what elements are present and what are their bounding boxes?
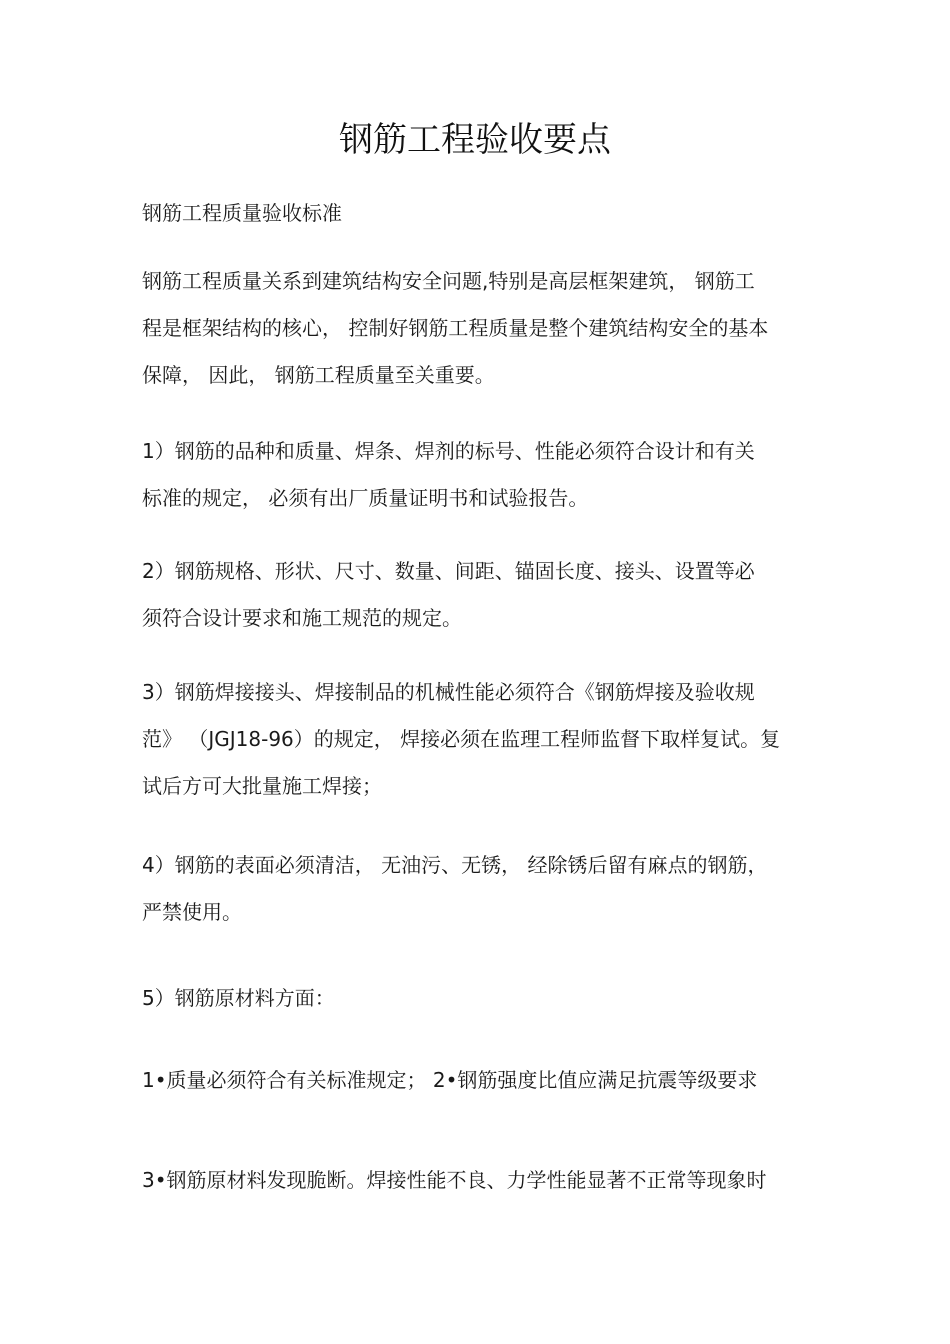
subtitle-text: 钢筋工程质量验收标准 [142,201,342,225]
item-line: 严禁使用。 [142,900,242,924]
item-line: 标准的规定， 必须有出厂质量证明书和试验报告。 [142,486,589,510]
intro-paragraph [142,258,822,399]
item-line: 4）钢筋的表面必须清洁， 无油污、无锈， 经除锈后留有麻点的钢筋， [142,853,768,877]
point-1-2 [142,1057,822,1104]
document-title: 钢筋工程验收要点 [339,120,611,160]
intro-line: 保障， 因此， 钢筋工程质量至关重要。 [142,363,495,387]
item-2 [142,548,822,642]
intro-line: 程是框架结构的核心， 控制好钢筋工程质量是整个建筑结构安全的基本 [142,316,769,340]
item-line: 5）钢筋原材料方面： [142,986,335,1010]
item-5 [142,975,822,1022]
item-line: 1）钢筋的品种和质量、焊条、焊剂的标号、性能必须符合设计和有关 [142,439,755,463]
item-1 [142,428,822,522]
item-line: 3）钢筋焊接接头、焊接制品的机械性能必须符合《钢筋焊接及验收规 [142,680,755,704]
item-line: 2）钢筋规格、形状、尺寸、数量、间距、锚固长度、接头、设置等必 [142,559,755,583]
point-3 [142,1157,822,1204]
item-line: 范》 （JGJ18-96）的规定， 焊接必须在监理工程师监督下取样复试。复 [142,727,781,751]
item-4 [142,842,822,936]
item-3 [142,669,822,810]
subtitle [142,190,822,237]
point-line: 1•质量必须符合有关标准规定； 2•钢筋强度比值应满足抗震等级要求 [142,1068,758,1092]
point-line: 3•钢筋原材料发现脆断。焊接性能不良、力学性能显著不正常等现象时 [142,1168,767,1192]
item-line: 须符合设计要求和施工规范的规定。 [142,606,462,630]
item-line: 试后方可大批量施工焊接； [142,774,382,798]
intro-line: 钢筋工程质量关系到建筑结构安全问题,特别是高层框架建筑， 钢筋工 [142,269,755,293]
